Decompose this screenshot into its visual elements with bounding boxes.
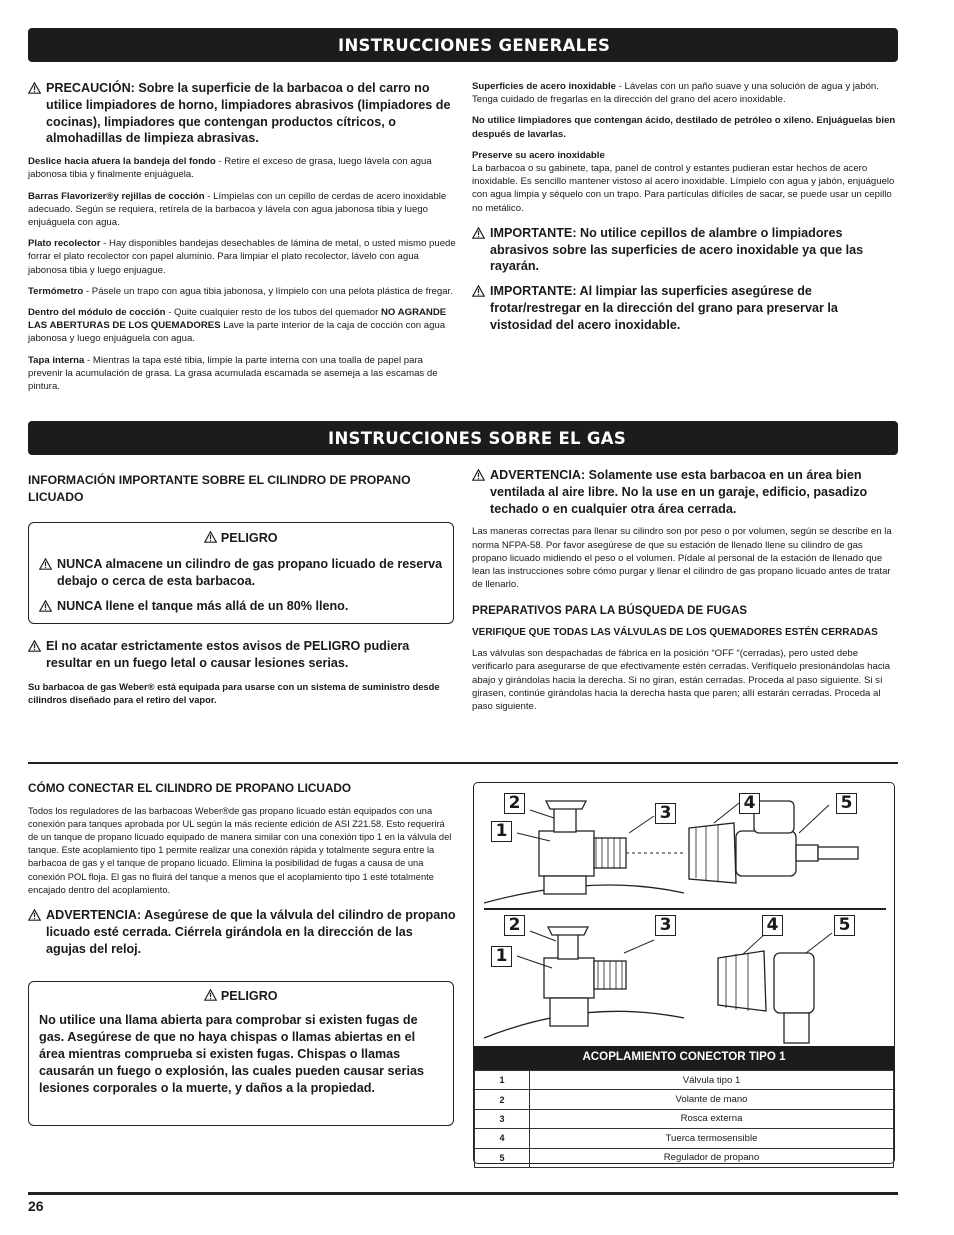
callout-4-bottom: 4 bbox=[762, 915, 783, 936]
valves-paragraph: Las válvulas son despachadas de fábrica en la posición “OFF “(cerradas), pero usted debe verificarlo para asegurarse de que efectivamente estén cerradas. Verifíquelo presionándolas hacia abajo y girándolas hacia la derecha. Si no giran, están cerradas. Proceda al paso siguiente. Si sí girasen, continúe girándolas hacia la derecha hasta que paren; allí estarán cerradas. Proceda al paso siguiente. bbox=[472, 648, 891, 712]
cleaning-item: Tapa interna - Mientras la tapa esté tibia, limpie la parte interna con una toalla de papel para prevenir la acumulación de grasa. La grasa acumulada escamada se asemeja a las escamas de pintura. bbox=[28, 354, 438, 393]
flame-danger-text: No utilice una llama abierta para comprobar si existen fugas de gas. Asegúrese de que no haya chispas o llamas abiertas en el área mientras comprueba si existen fugas. Chispas o llamas causarán un fuego o explosión, las cuales pueden causar serias lesiones corporales o la muerte, y daños a la propiedad. bbox=[39, 1013, 424, 1095]
general-left-column bbox=[28, 80, 456, 401]
legend-description: Regulador de propano bbox=[530, 1148, 894, 1167]
connect-left-column bbox=[28, 780, 456, 965]
warning-icon bbox=[39, 558, 52, 570]
legend-title: ACOPLAMIENTO CONECTOR TIPO 1 bbox=[474, 1046, 894, 1070]
legend-number: 1 bbox=[475, 1071, 530, 1090]
propane-info-heading: INFORMACIÓN IMPORTANTE SOBRE EL CILINDRO DE PROPANO LICUADO bbox=[28, 473, 411, 504]
legend-number: 3 bbox=[475, 1109, 530, 1128]
cleaning-item: Deslice hacia afuera la bandeja del fondo - Retire el exceso de grasa, luego lávela con agua jabonosa tibia y finalmente enjuáguela. bbox=[28, 156, 432, 181]
connect-heading: CÓMO CONECTAR EL CILINDRO DE PROPANO LICUADO bbox=[28, 781, 352, 795]
cleaning-item: Barras Flavorizer®y rejillas de cocción - Límpielas con un cepillo de cerdas de acero inoxidable adecuado. Según se requiera, retírela de la barbacoa y lávela con agua jabonosa tibia y luego enjuáguela con agua. bbox=[28, 190, 447, 228]
connector-illustration bbox=[474, 783, 894, 1045]
legend-number: 2 bbox=[475, 1090, 530, 1109]
callout-4-top: 4 bbox=[739, 793, 760, 814]
section-divider bbox=[28, 762, 898, 764]
legend-table bbox=[474, 1070, 894, 1168]
footer-rule bbox=[28, 1192, 898, 1195]
legend-row bbox=[475, 1148, 894, 1167]
connector-figure bbox=[473, 782, 895, 1164]
danger-box-storage bbox=[28, 522, 454, 624]
legend-description: Tuerca termosensible bbox=[530, 1129, 894, 1148]
legend-row bbox=[475, 1071, 894, 1090]
legend-row bbox=[475, 1109, 894, 1128]
valve-closed-warning: ADVERTENCIA: Asegúrese de que la válvula del cilindro de propano licuado esté cerrada. Ciérrela girándola en la dirección de las agujas del reloj. bbox=[28, 907, 456, 957]
legend-number: 5 bbox=[475, 1148, 530, 1167]
gas-left-column bbox=[28, 472, 456, 517]
danger-title: PELIGRO bbox=[39, 531, 443, 546]
cleaning-item: Dentro del módulo de cocción - Quite cualquier resto de los tubos del quemador NO AGRANDE LAS ABERTURAS DE LOS QUEMADORES Lave la parte interior de la caja de cocción con agua jabonosa y luego enjuáguela con agua. bbox=[28, 307, 447, 345]
warning-icon bbox=[472, 227, 485, 239]
no-acid-paragraph: No utilice limpiadores que contengan ácido, destilado de petróleo o xileno. Enjuáguelas bien después de lavarlas. bbox=[472, 115, 896, 140]
callout-1-top: 1 bbox=[491, 821, 512, 842]
danger-item-fill: NUNCA llene el tanque más allá de un 80% lleno. bbox=[39, 598, 443, 615]
general-right-column bbox=[472, 80, 896, 342]
danger-box-flame bbox=[28, 981, 454, 1126]
callout-2-bottom: 2 bbox=[504, 915, 525, 936]
gas-right-column bbox=[472, 467, 896, 721]
valves-closed-subheading: VERIFIQUE QUE TODAS LAS VÁLVULAS DE LOS QUEMADORES ESTÉN CERRADAS bbox=[472, 626, 878, 638]
preserve-paragraph: Preserve su acero inoxidable La barbacoa o su gabinete, tapa, panel de control y estantes pudieran estar hechos de acero inoxidable. Es sencillo mantener vistoso al acero inoxidable. Límpielo con agua y jabón, enjuáguelo con agua limpia y séquelo con un trapo. Para partículas difíciles de sacar, se puede usar un cepillo no metálico. bbox=[472, 149, 895, 214]
cleaning-item: Plato recolector - Hay disponibles bandejas desechables de lámina de metal, o usted mismo puede forrar el plato recolector con papel aluminio. Para limpiar el plato recolector, lávelo con agua jabonosa tibia y luego enjuague. bbox=[28, 238, 456, 276]
callout-5-top: 5 bbox=[836, 793, 857, 814]
warning-icon bbox=[472, 469, 485, 481]
legend-number: 4 bbox=[475, 1129, 530, 1148]
section-title: INSTRUCCIONES GENERALES bbox=[338, 36, 611, 55]
callout-5-bottom: 5 bbox=[834, 915, 855, 936]
page-number: 26 bbox=[28, 1198, 44, 1214]
legend-description: Rosca externa bbox=[530, 1109, 894, 1128]
section-banner-general bbox=[28, 28, 898, 62]
callout-3-bottom: 3 bbox=[655, 915, 676, 936]
ventilation-warning: ADVERTENCIA: Solamente use esta barbacoa en un área bien ventilada al aire libre. No la use en un garaje, edificio, pasadizo techado o en cualquier otra área cerrada. bbox=[472, 467, 896, 517]
warning-icon bbox=[204, 989, 217, 1004]
warning-icon bbox=[472, 285, 485, 297]
danger-item-storage: NUNCA almacene un cilindro de gas propano licuado de reserva debajo o cerca de esta barbacoa. bbox=[39, 556, 443, 590]
important-warning-grain: IMPORTANTE: Al limpiar las superficies asegúrese de frotar/restregar en la dirección del grano para preservar la vistosidad del acero inoxidable. bbox=[472, 283, 896, 333]
legend-description: Volante de mano bbox=[530, 1090, 894, 1109]
filling-paragraph: Las maneras correctas para llenar su cilindro son por peso o por volumen, según se describe en la norma NFPA-58. Por favor asegúrese de que su estación de llenado llene su cilindro de gas propano licuado midiendo el peso o el volumen. Pídale al personal de la estación de llenado que lean las instrucciones sobre cómo purgar y llenar el cilindro de gas propano licuado antes de tratar de llenarlo. bbox=[472, 526, 892, 591]
legend-row bbox=[475, 1090, 894, 1109]
warning-icon bbox=[28, 640, 41, 652]
warning-icon bbox=[28, 909, 41, 921]
warning-icon bbox=[39, 600, 52, 612]
callout-3-top: 3 bbox=[655, 803, 676, 824]
legend-row bbox=[475, 1129, 894, 1148]
important-warning-brushes: IMPORTANTE: No utilice cepillos de alambre o limpiadores abrasivos sobre las superficies de acero inoxidable ya que las rayarán. bbox=[472, 225, 896, 275]
cleaning-item: Termómetro - Pásele un trapo con agua tibia jabonosa, y límpielo con una pelota plástica de fregar. bbox=[28, 285, 453, 297]
danger-consequence-warning: El no acatar estrictamente estos avisos de PELIGRO pudiera resultar en un fuego letal o causar lesiones serias. bbox=[28, 638, 456, 672]
warning-icon bbox=[204, 531, 217, 546]
leak-prep-heading: PREPARATIVOS PARA LA BÚSQUEDA DE FUGAS bbox=[472, 604, 748, 618]
gas-left-lower bbox=[28, 638, 456, 714]
stainless-paragraph: Superficies de acero inoxidable - Lávelas con un paño suave y una solución de agua y jabón. Tenga cuidado de fregarlas en la dirección del grano del acero inoxidable. bbox=[472, 81, 879, 106]
warning-icon bbox=[28, 82, 41, 94]
section-title: INSTRUCCIONES SOBRE EL GAS bbox=[328, 429, 627, 448]
callout-2-top: 2 bbox=[504, 793, 525, 814]
precaution-warning: PRECAUCIÓN: Sobre la superficie de la barbacoa o del carro no utilice limpiadores de horno, limpiadores abrasivos (limpiadores de cocinas), limpiadores que contengan productos cítricos, o almohadillas de limpieza abrasivas. bbox=[28, 80, 456, 147]
danger-title: PELIGRO bbox=[39, 989, 443, 1004]
callout-1-bottom: 1 bbox=[491, 946, 512, 967]
vapor-system-note: Su barbacoa de gas Weber® está equipada para usarse con un sistema de suministro desde cilindros diseñado para el retiro del vapor. bbox=[28, 680, 440, 705]
section-banner-gas bbox=[28, 421, 898, 455]
connect-paragraph: Todos los reguladores de las barbacoas Weber®de gas propano licuado están equipados con una conexión para tanques aprobada por UL según la más reciente edición de ASI Z21.58. Esto requerirá de un tanque de propano licuado equipado de manera similar con una conexión tipo 1 en la válvula del tanque. Este acoplamiento tipo 1 permite realizar una conexión rápida y totalmente segura entre la barbacoa de gas y el tanque de propano licuado. Elimina la posibilidad de fugas a causa de una conexión POL floja. El gas no fluirá del tanque a menos que el acoplamiento tipo 1 esté totalmente encajado dentro del acoplamiento. bbox=[28, 805, 452, 895]
legend-description: Válvula tipo 1 bbox=[530, 1071, 894, 1090]
